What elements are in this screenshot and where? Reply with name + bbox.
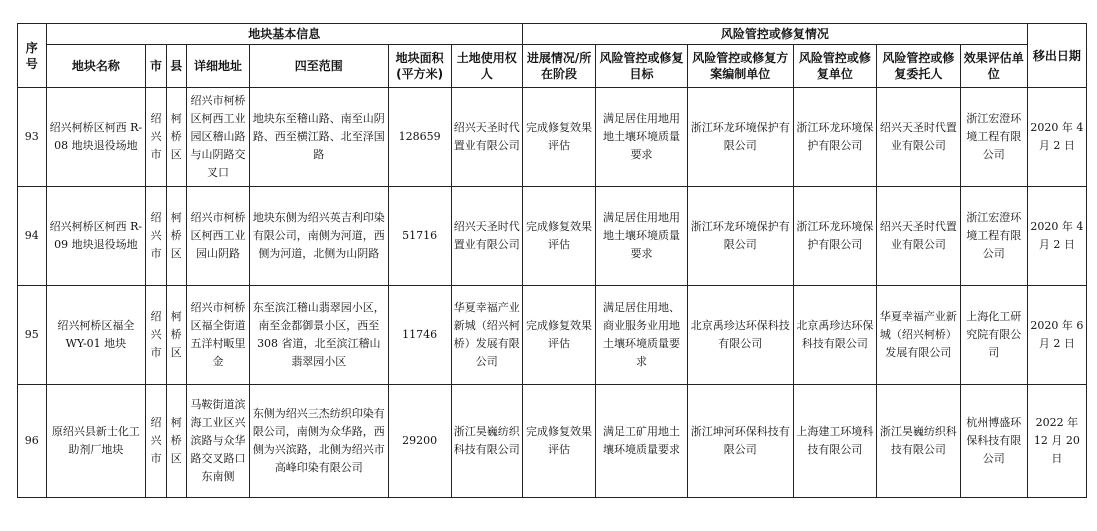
table-row <box>18 385 1087 498</box>
col-header-county: 县 <box>166 45 186 88</box>
col-header-plan-unit: 风险管控或修复方案编制单位 <box>687 45 793 88</box>
cell-target: 满足居住用地用地土壤环境质量要求 <box>596 88 688 187</box>
cell-target: 满足居住用地、商业服务业用地土壤环境质量要求 <box>596 286 688 385</box>
cell-eval-unit: 浙江宏澄环境工程有限公司 <box>960 187 1027 286</box>
cell-user: 绍兴天圣时代置业有限公司 <box>451 88 522 187</box>
cell-name: 绍兴柯桥区柯西 R-08 地块退役场地 <box>46 88 146 187</box>
cell-client: 浙江昊巍纺织科技有限公司 <box>877 385 960 498</box>
cell-name: 绍兴柯桥区福全 WY-01 地块 <box>46 286 146 385</box>
cell-plan-unit: 北京禹珍达环保科技有限公司 <box>687 286 793 385</box>
cell-seq: 93 <box>18 88 47 187</box>
cell-date: 2020 年 4 月 2 日 <box>1027 187 1086 286</box>
cell-client: 绍兴天圣时代置业有限公司 <box>877 88 960 187</box>
cell-repair-unit: 浙江环龙环境保护有限公司 <box>793 187 876 286</box>
cell-progress: 完成修复效果评估 <box>522 88 595 187</box>
cell-address: 绍兴市柯桥区福全街道五洋村畈里金 <box>186 286 249 385</box>
group-header-row <box>18 24 1087 45</box>
cell-bounds: 地块东侧为绍兴英吉利印染有限公司，南侧为河道，西侧为河道，北侧为山阴路 <box>250 187 388 286</box>
group-header-basic: 地块基本信息 <box>46 24 522 45</box>
table-row <box>18 187 1087 286</box>
cell-area: 128659 <box>388 88 451 187</box>
col-header-name: 地块名称 <box>46 45 146 88</box>
col-header-progress: 进展情况/所在阶段 <box>522 45 595 88</box>
col-header-client: 风险管控或修复委托人 <box>877 45 960 88</box>
cell-repair-unit: 浙江环龙环境保护有限公司 <box>793 88 876 187</box>
col-header-seq: 序号 <box>18 24 47 88</box>
cell-city: 绍兴市 <box>146 88 166 187</box>
cell-client: 绍兴天圣时代置业有限公司 <box>877 187 960 286</box>
cell-bounds: 东至滨江稽山翡翠园小区，南至金都御景小区，西至 308 省道，北至滨江稽山翡翠园小区 <box>250 286 388 385</box>
site-removal-table <box>17 23 1087 498</box>
col-header-removal-date: 移出日期 <box>1027 24 1086 88</box>
table-row <box>18 88 1087 187</box>
cell-progress: 完成修复效果评估 <box>522 385 595 498</box>
cell-seq: 95 <box>18 286 47 385</box>
col-header-repair-unit: 风险管控或修复单位 <box>793 45 876 88</box>
cell-name: 原绍兴县新士化工助剂厂地块 <box>46 385 146 498</box>
col-header-city: 市 <box>146 45 166 88</box>
cell-eval-unit: 上海化工研究院有限公司 <box>960 286 1027 385</box>
cell-county: 柯桥区 <box>166 187 186 286</box>
cell-repair-unit: 上海建工环境科技有限公司 <box>793 385 876 498</box>
cell-bounds: 东侧为绍兴三杰纺织印染有限公司，南侧为众华路，西侧为兴滨路，北侧为绍兴市高峰印染有限公司 <box>250 385 388 498</box>
column-header-row <box>18 45 1087 88</box>
cell-date: 2020 年 4 月 2 日 <box>1027 88 1086 187</box>
col-header-user: 土地使用权人 <box>451 45 522 88</box>
cell-progress: 完成修复效果评估 <box>522 286 595 385</box>
cell-area: 11746 <box>388 286 451 385</box>
cell-area: 51716 <box>388 187 451 286</box>
cell-bounds: 地块东至稽山路、南至山阴路、西至横江路、北至泽国路 <box>250 88 388 187</box>
cell-city: 绍兴市 <box>146 385 166 498</box>
cell-address: 马鞍街道滨海工业区兴滨路与众华路交叉路口东南侧 <box>186 385 249 498</box>
cell-client: 华夏幸福产业新城（绍兴柯桥）发展有限公司 <box>877 286 960 385</box>
cell-county: 柯桥区 <box>166 88 186 187</box>
cell-eval-unit: 杭州博盛环保科技有限公司 <box>960 385 1027 498</box>
cell-seq: 96 <box>18 385 47 498</box>
cell-plan-unit: 浙江环龙环境保护有限公司 <box>687 88 793 187</box>
cell-address: 绍兴市柯桥区柯西工业园山阴路 <box>186 187 249 286</box>
cell-plan-unit: 浙江环龙环境保护有限公司 <box>687 187 793 286</box>
cell-repair-unit: 北京禹珍达环保科技有限公司 <box>793 286 876 385</box>
cell-plan-unit: 浙江坤河环保科技有限公司 <box>687 385 793 498</box>
cell-county: 柯桥区 <box>166 286 186 385</box>
table-row <box>18 286 1087 385</box>
cell-date: 2022 年 12 月 20 日 <box>1027 385 1086 498</box>
cell-user: 绍兴天圣时代置业有限公司 <box>451 187 522 286</box>
col-header-address: 详细地址 <box>186 45 249 88</box>
cell-seq: 94 <box>18 187 47 286</box>
cell-county: 柯桥区 <box>166 385 186 498</box>
cell-user: 浙江昊巍纺织科技有限公司 <box>451 385 522 498</box>
cell-target: 满足居住用地用地土壤环境质量要求 <box>596 187 688 286</box>
cell-target: 满足工矿用地土壤环境质量要求 <box>596 385 688 498</box>
col-header-eval-unit: 效果评估单位 <box>960 45 1027 88</box>
cell-date: 2020 年 6 月 2 日 <box>1027 286 1086 385</box>
col-header-target: 风险管控或修复目标 <box>596 45 688 88</box>
cell-city: 绍兴市 <box>146 286 166 385</box>
col-header-area: 地块面积(平方米) <box>388 45 451 88</box>
cell-progress: 完成修复效果评估 <box>522 187 595 286</box>
cell-area: 29200 <box>388 385 451 498</box>
col-header-bounds: 四至范围 <box>250 45 388 88</box>
group-header-risk: 风险管控或修复情况 <box>522 24 1027 45</box>
cell-city: 绍兴市 <box>146 187 166 286</box>
cell-name: 绍兴柯桥区柯西 R-09 地块退役场地 <box>46 187 146 286</box>
cell-address: 绍兴市柯桥区柯西工业园区稽山路与山阴路交叉口 <box>186 88 249 187</box>
cell-user: 华夏幸福产业新城（绍兴柯桥）发展有限公司 <box>451 286 522 385</box>
cell-eval-unit: 浙江宏澄环境工程有限公司 <box>960 88 1027 187</box>
